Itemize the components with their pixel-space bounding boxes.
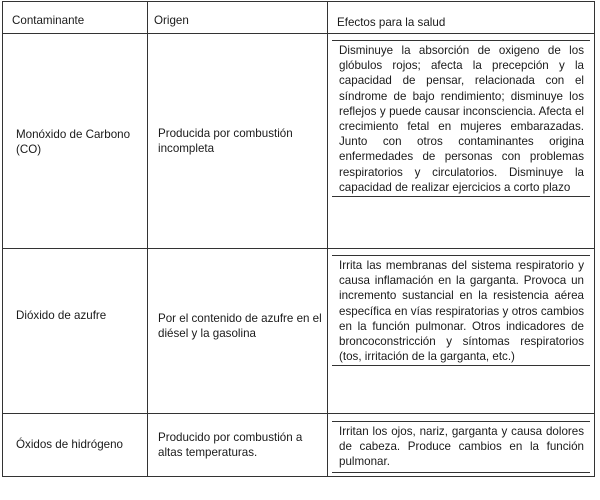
contaminant-name: Monóxido de Carbono (CO): [16, 127, 131, 156]
header-contaminant-label: Contaminante: [12, 13, 85, 27]
contaminant-cell: [3, 34, 148, 249]
effects-text: Irritan los ojos, nariz, garganta y causa dolores de cabeza. Produce cambios en la función pulmonar.: [332, 421, 590, 473]
table-row: [3, 34, 595, 249]
effects-cell: [328, 414, 595, 477]
origin-text: Producida por combustión incompleta: [158, 126, 293, 155]
effects-cell: [328, 249, 595, 414]
origin-cell: [148, 34, 328, 249]
table-header-row: [3, 2, 595, 34]
origin-cell: [148, 414, 328, 477]
header-contaminant: [3, 2, 148, 34]
header-effects-label: Efectos para la salud: [337, 15, 446, 29]
table-row: [3, 414, 595, 477]
contaminant-cell: [3, 249, 148, 414]
effects-text: Irrita las membranas del sistema respiratorio y causa inflamación en la garganta. Provoca un incremento sustancial en la resistencia aérea específica en vías respiratorias y otros cambios en la función pulmonar. Otros indicadores de broncoconstricción y síntomas respiratorios (tos, irritación de la garganta, etc.): [332, 255, 590, 366]
origin-text: Producido por combustión a altas temperaturas.: [158, 430, 303, 459]
effects-text: Disminuye la absorción de oxigeno de los glóbulos rojos; afecta la precepción y la capacidad de pensar, relacionada con el síndrome de bajo rendimiento; disminuye los reflejos y puede causar inconsciencia. Afecta el crecimiento fetal en mujeres embarazadas. Junto con otros contaminantes origina enfermedades de personas con problemas respiratorios y circulatorios. Disminuye la capacidad de realizar ejercicios a corto plazo: [332, 40, 590, 197]
effects-cell: [328, 34, 595, 249]
contaminant-cell: [3, 414, 148, 477]
header-effects: [328, 2, 595, 34]
contaminant-name: Óxidos de hidrógeno: [16, 438, 123, 452]
origin-cell: [148, 249, 328, 414]
contaminant-name: Dióxido de azufre: [16, 309, 107, 323]
table-row: [3, 249, 595, 414]
header-origin-label: Origen: [154, 13, 189, 27]
origin-text: Por el contenido de azufre en el diésel y la gasolina: [158, 311, 322, 340]
pollutant-effects-table: [2, 1, 595, 477]
header-origin: [148, 2, 328, 34]
